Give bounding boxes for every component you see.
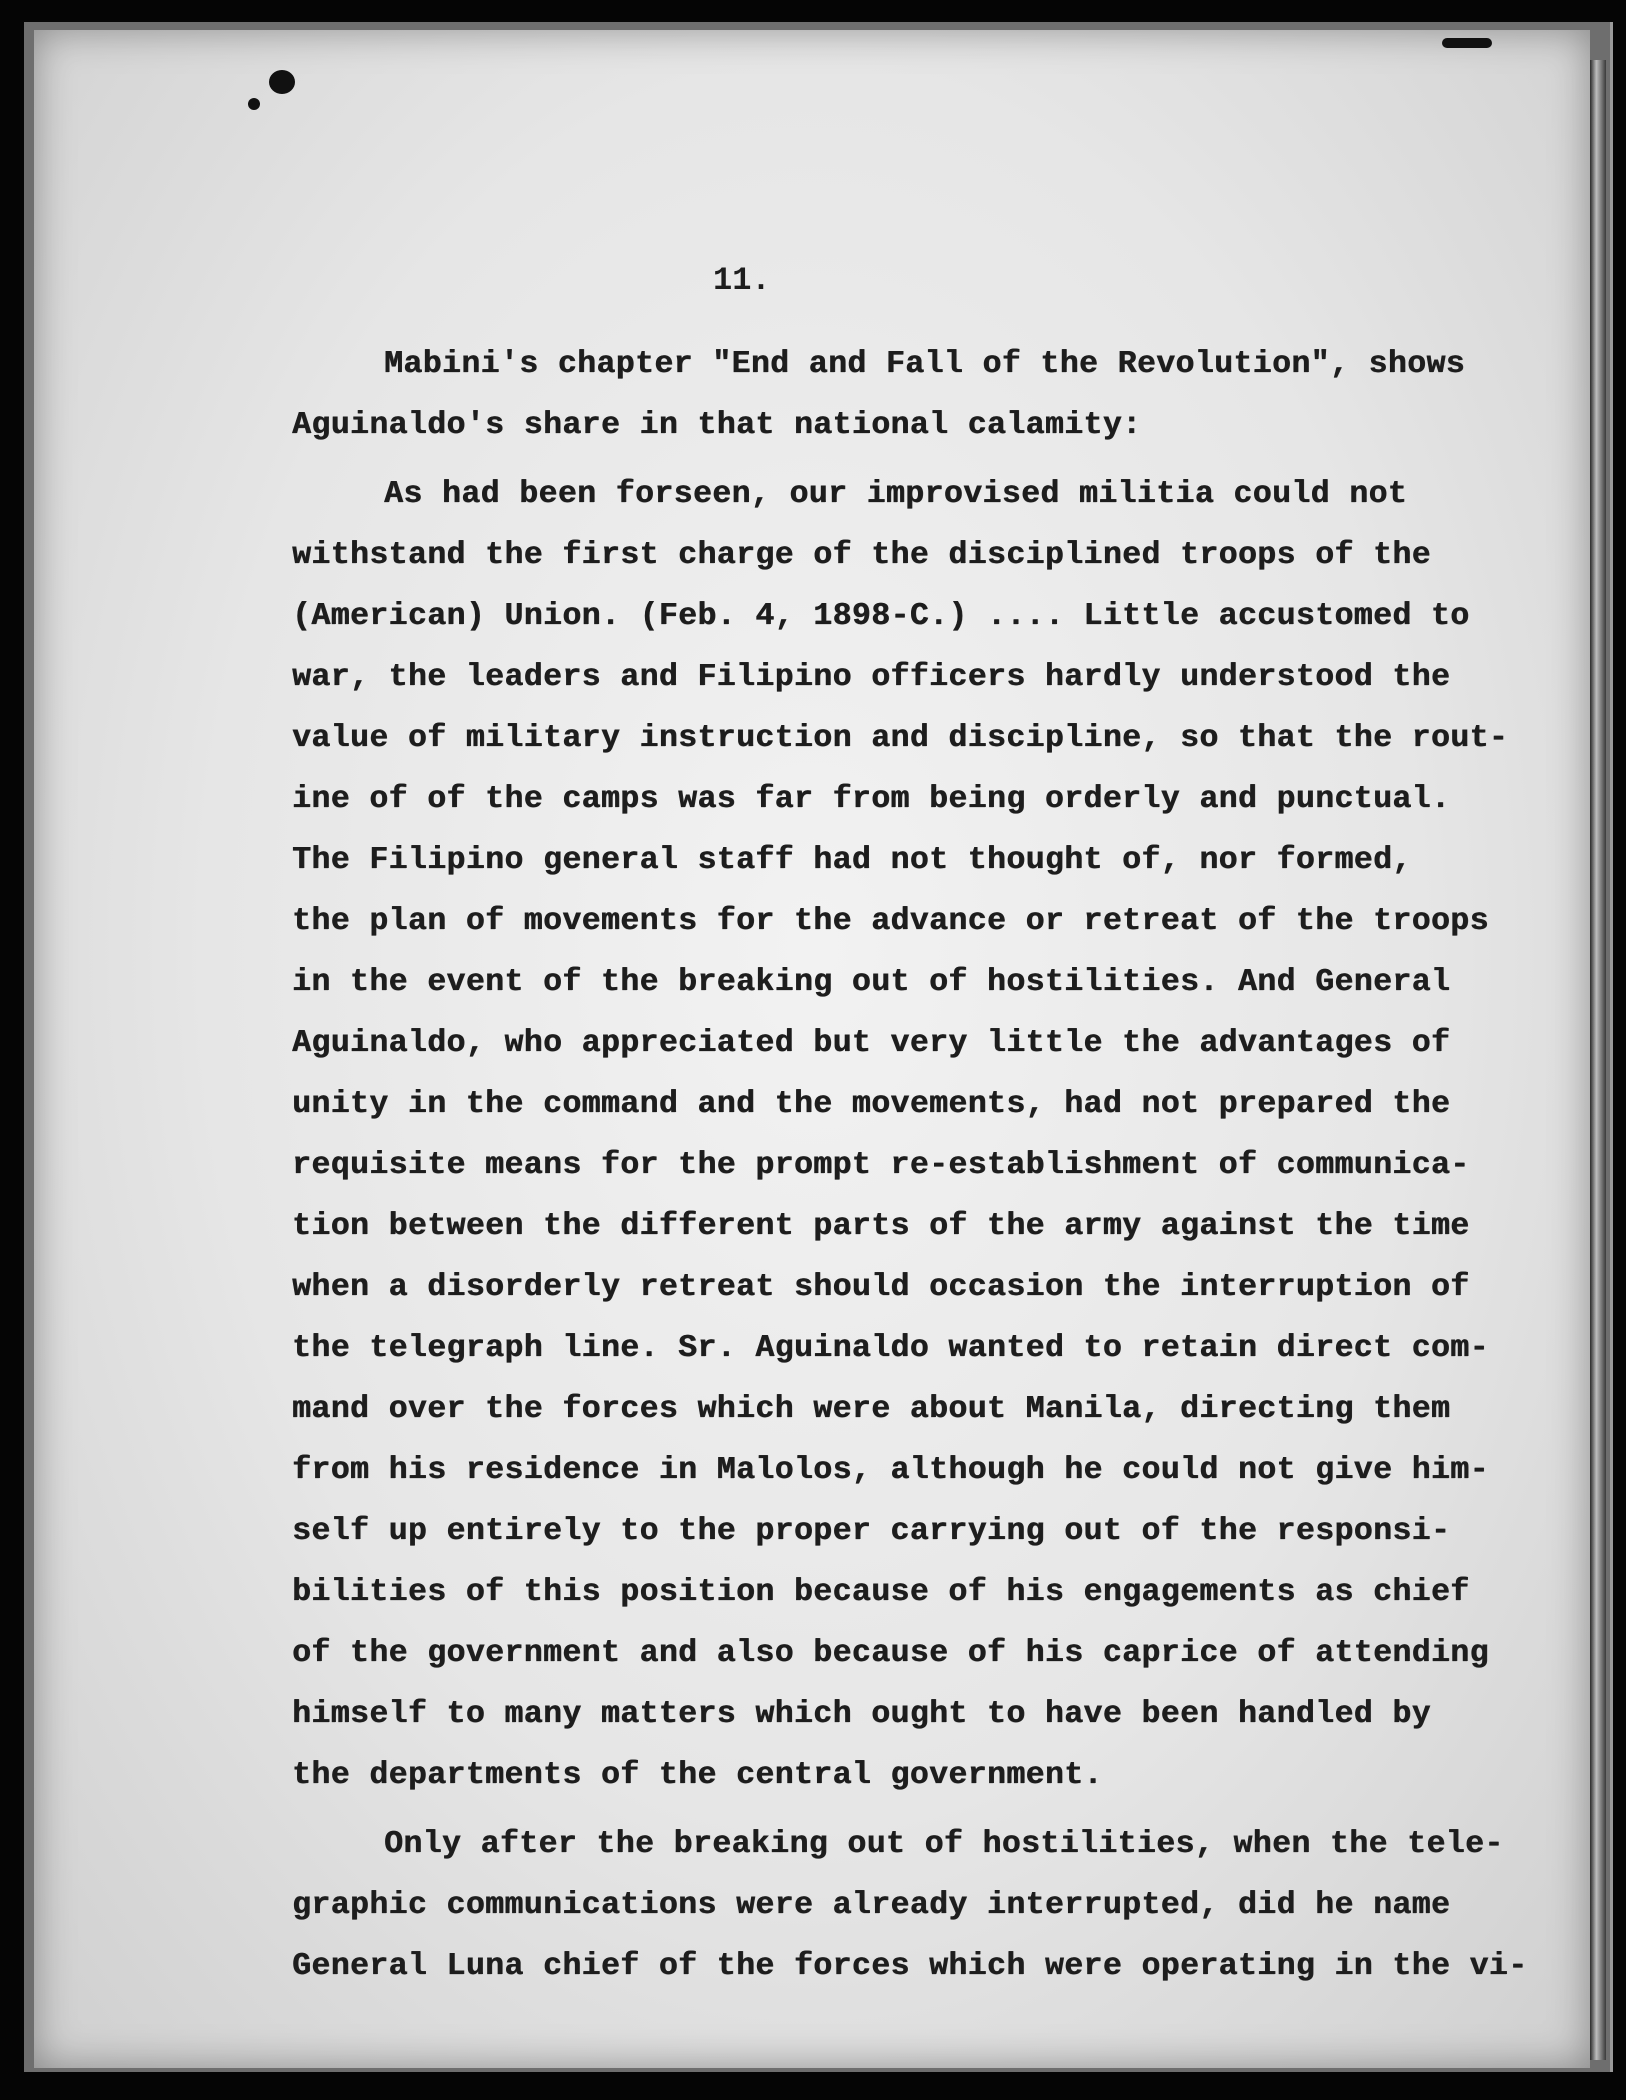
ink-smudge [248,98,260,110]
page-number: 11. [713,262,771,299]
text-line: the plan of movements for the advance or retreat of the troops [292,904,1489,939]
text-line: bilities of this position because of his engagements as chief [292,1575,1470,1610]
text-line: withstand the first charge of the disciplined troops of the [292,538,1431,573]
text-line: war, the leaders and Filipino officers hardly understood the [292,660,1451,695]
text-line: the departments of the central government. [292,1758,1103,1793]
text-line: graphic communications were already interrupted, did he name [292,1888,1451,1923]
text-line: Only after the breaking out of hostilities, when the tele- [384,1827,1504,1862]
text-line: the telegraph line. Sr. Aguinaldo wanted to retain direct com- [292,1331,1489,1366]
text-line: Aguinaldo, who appreciated but very little the advantages of [292,1026,1451,1061]
text-line: The Filipino general staff had not thought of, nor formed, [292,843,1412,878]
text-line: himself to many matters which ought to have been handled by [292,1697,1431,1732]
text-line: when a disorderly retreat should occasion the interruption of [292,1270,1470,1305]
text-line: Aguinaldo's share in that national calamity: [292,408,1142,443]
ink-smudge [1442,38,1492,48]
text-line: (American) Union. (Feb. 4, 1898-C.) .... Little accustomed to [292,599,1470,634]
text-line: General Luna chief of the forces which were operating in the vi- [292,1949,1528,1984]
page-edge-stack [1590,60,1606,2060]
text-line: of the government and also because of his caprice of attending [292,1636,1489,1671]
text-line: ine of of the camps was far from being orderly and punctual. [292,782,1451,817]
text-line: tion between the different parts of the army against the time [292,1209,1470,1244]
text-line: unity in the command and the movements, had not prepared the [292,1087,1451,1122]
text-line: requisite means for the prompt re-establishment of communica- [292,1148,1470,1183]
body-text [292,262,1528,1997]
text-line: from his residence in Malolos, although he could not give him- [292,1453,1489,1488]
text-line: As had been forseen, our improvised militia could not [384,477,1408,512]
text-line: mand over the forces which were about Manila, directing them [292,1392,1451,1427]
text-line: value of military instruction and discipline, so that the rout- [292,721,1509,756]
text-line: in the event of the breaking out of hostilities. And General [292,965,1451,1000]
text-line: Mabini's chapter "End and Fall of the Revolution", shows [384,347,1465,382]
ink-smudge [269,70,295,94]
text-line: self up entirely to the proper carrying out of the responsi- [292,1514,1451,1549]
